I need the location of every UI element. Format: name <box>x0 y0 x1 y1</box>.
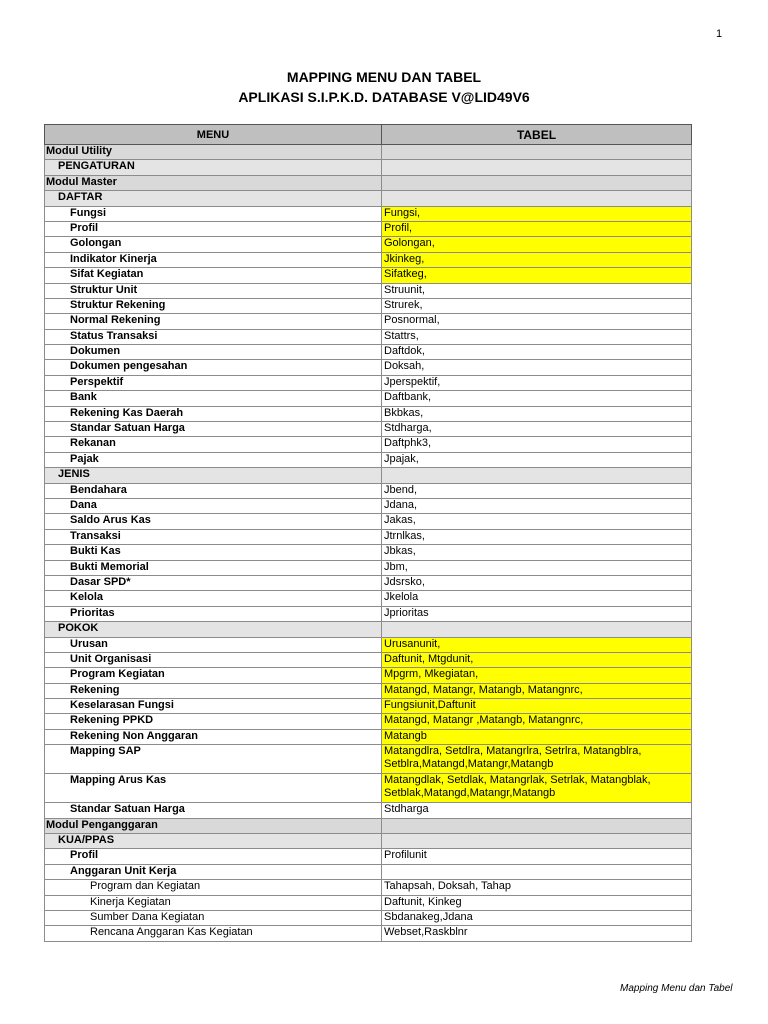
tabel-cell <box>382 145 692 160</box>
table-row <box>45 575 692 590</box>
module-row <box>45 818 692 833</box>
table-row <box>45 864 692 879</box>
tabel-cell <box>382 774 692 803</box>
menu-cell: Profil <box>45 221 382 236</box>
menu-cell: DAFTAR <box>45 191 382 206</box>
tabel-cell: Daftdok, <box>382 345 692 360</box>
table-row <box>45 360 692 375</box>
menu-cell: Program Kegiatan <box>45 668 382 683</box>
table-row <box>45 514 692 529</box>
table-row <box>45 422 692 437</box>
mapping-table-body <box>45 145 692 942</box>
tabel-cell: Stdharga <box>382 803 692 818</box>
table-row <box>45 252 692 267</box>
tabel-cell: Profil, <box>382 221 692 236</box>
tabel-cell: Daftphk3, <box>382 437 692 452</box>
tabel-cell: Profilunit <box>382 849 692 864</box>
tabel-cell: Fungsi, <box>382 206 692 221</box>
table-row <box>45 849 692 864</box>
menu-cell: Prioritas <box>45 606 382 621</box>
table-row <box>45 803 692 818</box>
tabel-column-header: TABEL <box>382 125 692 145</box>
menu-cell: Dasar SPD* <box>45 575 382 590</box>
table-row <box>45 237 692 252</box>
table-row <box>45 591 692 606</box>
menu-cell: Rekening PPKD <box>45 714 382 729</box>
section-row <box>45 622 692 637</box>
menu-cell: Bendahara <box>45 483 382 498</box>
tabel-cell: Jperspektif, <box>382 375 692 390</box>
section-row <box>45 160 692 175</box>
menu-cell: JENIS <box>45 468 382 483</box>
table-row <box>45 298 692 313</box>
menu-cell: Dokumen <box>45 345 382 360</box>
tabel-cell: Matangd, Matangr ,Matangb, Matangnrc, <box>382 714 692 729</box>
tabel-cell: Jbend, <box>382 483 692 498</box>
menu-cell: Dana <box>45 498 382 513</box>
table-row <box>45 880 692 895</box>
menu-cell: Modul Penganggaran <box>45 818 382 833</box>
table-row <box>45 268 692 283</box>
tabel-cell: Jtrnlkas, <box>382 529 692 544</box>
table-row <box>45 683 692 698</box>
tabel-cell: Posnormal, <box>382 314 692 329</box>
menu-cell: Program dan Kegiatan <box>45 880 382 895</box>
table-row <box>45 606 692 621</box>
menu-cell: Standar Satuan Harga <box>45 422 382 437</box>
tabel-cell: Jdsrsko, <box>382 575 692 590</box>
tabel-cell: Daftunit, Kinkeg <box>382 895 692 910</box>
menu-cell: Saldo Arus Kas <box>45 514 382 529</box>
tabel-cell <box>382 818 692 833</box>
document-title: MAPPING MENU DAN TABEL <box>286 69 482 85</box>
tabel-cell: Doksah, <box>382 360 692 375</box>
table-row <box>45 560 692 575</box>
section-row <box>45 191 692 206</box>
tabel-cell: Daftbank, <box>382 391 692 406</box>
menu-cell: Anggaran Unit Kerja <box>45 864 382 879</box>
menu-cell: Mapping Arus Kas <box>45 774 382 803</box>
table-row <box>45 652 692 667</box>
menu-cell: Status Transaksi <box>45 329 382 344</box>
table-row <box>45 452 692 467</box>
tabel-cell-line: Matangdlak, Setdlak, Matangrlak, Setrlak, Matangblak, <box>384 774 651 787</box>
menu-cell: Rencana Anggaran Kas Kegiatan <box>45 926 382 941</box>
table-row <box>45 345 692 360</box>
tabel-cell: Webset,Raskblnr <box>382 926 692 941</box>
tabel-cell <box>382 622 692 637</box>
table-row <box>45 910 692 925</box>
table-row <box>45 774 692 803</box>
tabel-cell <box>382 864 692 879</box>
tabel-cell: Sbdanakeg,Jdana <box>382 910 692 925</box>
menu-cell: Mapping SAP <box>45 745 382 774</box>
tabel-cell: Jprioritas <box>382 606 692 621</box>
menu-cell: Fungsi <box>45 206 382 221</box>
table-row <box>45 745 692 774</box>
table-row <box>45 406 692 421</box>
table-row <box>45 498 692 513</box>
tabel-cell <box>382 175 692 190</box>
table-row <box>45 729 692 744</box>
table-row <box>45 895 692 910</box>
menu-cell: Modul Utility <box>45 145 382 160</box>
tabel-cell-line: Matangdlra, Setdlra, Matangrlra, Setrlra, Matangblra, <box>384 745 642 758</box>
menu-column-header: MENU <box>45 125 382 145</box>
tabel-cell: Daftunit, Mtgdunit, <box>382 652 692 667</box>
tabel-cell: Tahapsah, Doksah, Tahap <box>382 880 692 895</box>
table-row <box>45 437 692 452</box>
module-row <box>45 175 692 190</box>
tabel-cell: Strurek, <box>382 298 692 313</box>
tabel-cell: Urusanunit, <box>382 637 692 652</box>
tabel-cell <box>382 468 692 483</box>
tabel-cell: Mpgrm, Mkegiatan, <box>382 668 692 683</box>
table-row <box>45 483 692 498</box>
menu-cell: Keselarasan Fungsi <box>45 699 382 714</box>
menu-cell: Rekanan <box>45 437 382 452</box>
table-row <box>45 206 692 221</box>
menu-cell: Kinerja Kegiatan <box>45 895 382 910</box>
menu-cell: Golongan <box>45 237 382 252</box>
menu-cell: POKOK <box>45 622 382 637</box>
tabel-cell: Jakas, <box>382 514 692 529</box>
tabel-cell: Fungsiunit,Daftunit <box>382 699 692 714</box>
table-row <box>45 529 692 544</box>
tabel-cell-line: Setblak,Matangd,Matangr,Matangb <box>384 787 556 800</box>
page-number: 1 <box>716 28 723 40</box>
tabel-cell: Struunit, <box>382 283 692 298</box>
tabel-cell: Jbm, <box>382 560 692 575</box>
tabel-cell: Matangd, Matangr, Matangb, Matangnrc, <box>382 683 692 698</box>
tabel-cell: Jpajak, <box>382 452 692 467</box>
table-row <box>45 329 692 344</box>
table-row <box>45 283 692 298</box>
tabel-cell <box>382 834 692 849</box>
mapping-table <box>44 124 692 942</box>
table-row <box>45 314 692 329</box>
menu-cell: Kelola <box>45 591 382 606</box>
tabel-cell <box>382 745 692 774</box>
tabel-cell: Golongan, <box>382 237 692 252</box>
menu-cell: Standar Satuan Harga <box>45 803 382 818</box>
menu-cell: Modul Master <box>45 175 382 190</box>
menu-cell: Normal Rekening <box>45 314 382 329</box>
menu-cell: Unit Organisasi <box>45 652 382 667</box>
menu-cell: Rekening Kas Daerah <box>45 406 382 421</box>
tabel-cell: Matangb <box>382 729 692 744</box>
tabel-cell: Stattrs, <box>382 329 692 344</box>
table-header-row <box>45 125 692 145</box>
table-row <box>45 668 692 683</box>
table-row <box>45 221 692 236</box>
tabel-cell-line: Setblra,Matangd,Matangr,Matangb <box>384 758 554 771</box>
module-row <box>45 145 692 160</box>
menu-cell: Indikator Kinerja <box>45 252 382 267</box>
tabel-cell: Sifatkeg, <box>382 268 692 283</box>
menu-cell: Sumber Dana Kegiatan <box>45 910 382 925</box>
document-subtitle: APLIKASI S.I.P.K.D. DATABASE V@LID49V6 <box>238 89 530 105</box>
menu-cell: Perspektif <box>45 375 382 390</box>
section-row <box>45 468 692 483</box>
table-row <box>45 545 692 560</box>
menu-cell: Profil <box>45 849 382 864</box>
tabel-cell: Jkinkeg, <box>382 252 692 267</box>
tabel-cell: Jbkas, <box>382 545 692 560</box>
menu-cell: Struktur Unit <box>45 283 382 298</box>
page-footer: Mapping Menu dan Tabel <box>620 983 733 994</box>
table-row <box>45 637 692 652</box>
menu-cell: Transaksi <box>45 529 382 544</box>
tabel-cell: Jkelola <box>382 591 692 606</box>
tabel-cell: Stdharga, <box>382 422 692 437</box>
section-row <box>45 834 692 849</box>
menu-cell: Dokumen pengesahan <box>45 360 382 375</box>
tabel-cell: Jdana, <box>382 498 692 513</box>
tabel-cell <box>382 191 692 206</box>
menu-cell: KUA/PPAS <box>45 834 382 849</box>
menu-cell: PENGATURAN <box>45 160 382 175</box>
tabel-cell <box>382 160 692 175</box>
table-row <box>45 926 692 941</box>
menu-cell: Bukti Memorial <box>45 560 382 575</box>
table-row <box>45 699 692 714</box>
menu-cell: Urusan <box>45 637 382 652</box>
menu-cell: Bukti Kas <box>45 545 382 560</box>
table-row <box>45 375 692 390</box>
menu-cell: Pajak <box>45 452 382 467</box>
menu-cell: Rekening Non Anggaran <box>45 729 382 744</box>
table-row <box>45 391 692 406</box>
menu-cell: Bank <box>45 391 382 406</box>
tabel-cell: Bkbkas, <box>382 406 692 421</box>
table-row <box>45 714 692 729</box>
menu-cell: Rekening <box>45 683 382 698</box>
menu-cell: Sifat Kegiatan <box>45 268 382 283</box>
menu-cell: Struktur Rekening <box>45 298 382 313</box>
